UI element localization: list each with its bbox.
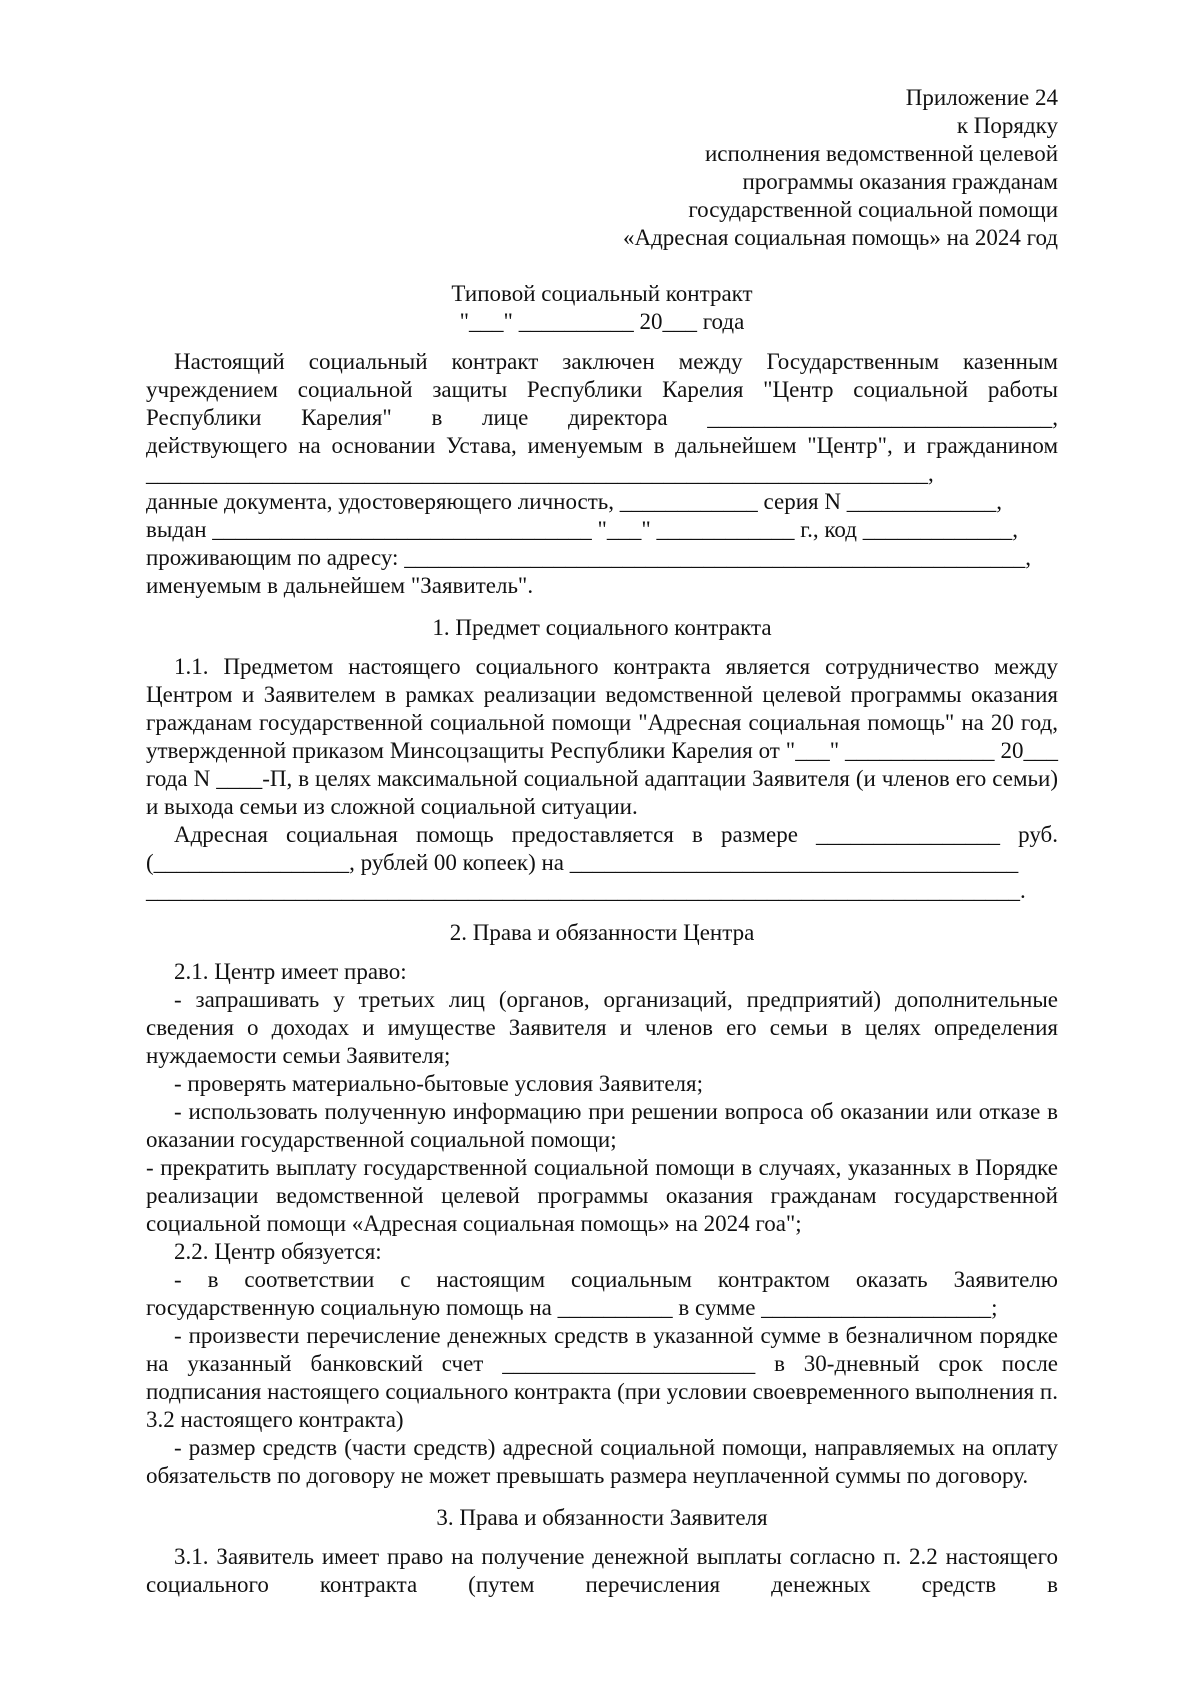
bullet-item: - в соответствии с настоящим социальным контрактом оказать Заявителю государственную социальную помощь на __________ в сумме ____________________; [146, 1267, 1058, 1320]
document-title: Типовой социальный контракт [451, 281, 753, 306]
intro-line: данные документа, удостоверяющего личность, ____________ серия N _____________, [146, 489, 1002, 514]
section-1-title: 1. Предмет социального контракта [432, 615, 772, 640]
header-line: государственной социальной помощи [688, 197, 1058, 222]
intro-paragraph [146, 348, 1058, 600]
header-line: исполнения ведомственной целевой [705, 141, 1058, 166]
bullet-item: - прекратить выплату государственной социальной помощи в случаях, указанных в Порядке реализации ведомственной целевой программы оказания гражданам государственной социальной помощи «Адресная социальная помощь» на 2024 гоа"; [146, 1155, 1058, 1236]
date-line: "___" __________ 20___ года [459, 309, 745, 334]
section-3-title: 3. Права и обязанности Заявителя [436, 1505, 768, 1530]
document-title-block [146, 280, 1058, 336]
intro-line: выдан _________________________________ "___" ____________ г., код _____________, [146, 517, 1018, 542]
bullet-item: - проверять материально-бытовые условия Заявителя; [174, 1071, 703, 1096]
aid-amount-line: (_________________, рублей 00 копеек) на _______________________________________ [146, 850, 1019, 875]
header-line: Приложение 24 [905, 85, 1058, 110]
header-line: к Порядку [956, 113, 1058, 138]
bullet-item: - размер средств (части средств) адресной социальной помощи, направляемых на оплату обязательств по договору не может превышать размера неуплаченной суммы по договору. [146, 1435, 1058, 1488]
clause-2-1: 2.1. Центр имеет право: [174, 959, 407, 984]
bullet-item: - запрашивать у третьих лиц (органов, организаций, предприятий) дополнительные сведения о доходах и имуществе Заявителя и членов его семьи в целях определения нуждаемости семьи Заявителя; [146, 987, 1058, 1068]
intro-line: Республики Карелия" в лице директора ______________________________, [146, 405, 1058, 430]
clause-3-1: 3.1. Заявитель имеет право на получение денежной выплаты согласно п. 2.2 настоящего социального контракта (путем перечисления денежных средств в [146, 1544, 1058, 1597]
intro-line: проживающим по адресу: ______________________________________________________, [146, 545, 1031, 570]
intro-line: именуемым в дальнейшем "Заявитель". [146, 573, 534, 598]
section-1-paragraph: 1.1. Предметом настоящего социального контракта является сотрудничество между Центром и Заявителем в рамках реализации ведомственной целевой программы оказания гражданам государственной социальной помощи "Адресная социальная помощь" на 20 год, утвержденной приказом Минсоцзащиты Республики Карелия от "___" _____________ 20___ года N ____-П, в целях максимальной социальной адаптации Заявителя (и членов его семьи) и выхода семьи из сложной социальной ситуации. [146, 654, 1058, 819]
intro-line: ____________________________________________________________________, [146, 461, 934, 486]
appendix-header [146, 84, 1058, 252]
aid-amount-line: ____________________________________________________________________________. [146, 878, 1026, 903]
bullet-item: - произвести перечисление денежных средств в указанной сумме в безналичном порядке на указанный банковский счет ______________________ в 30-дневный срок после подписания настоящего социального контракта (при условии своевременного выполнения п. 3.2 настоящего контракта) [146, 1323, 1058, 1432]
intro-line: действующего на основании Устава, именуемым в дальнейшем "Центр", и гражданином [146, 433, 1058, 458]
aid-amount-line: Адресная социальная помощь предоставляется в размере ________________ руб. [174, 822, 1058, 847]
intro-line: Настоящий социальный контракт заключен между Государственным казенным [174, 349, 1058, 374]
section-2-title: 2. Права и обязанности Центра [449, 920, 755, 945]
intro-line: учреждением социальной защиты Республики Карелия "Центр социальной работы [146, 377, 1058, 402]
header-line: программы оказания гражданам [742, 169, 1058, 194]
clause-2-2: 2.2. Центр обязуется: [174, 1239, 382, 1264]
header-line: «Адресная социальная помощь» на 2024 год [623, 225, 1058, 250]
bullet-item: - использовать полученную информацию при решении вопроса об оказании или отказе в оказании государственной социальной помощи; [146, 1099, 1058, 1152]
